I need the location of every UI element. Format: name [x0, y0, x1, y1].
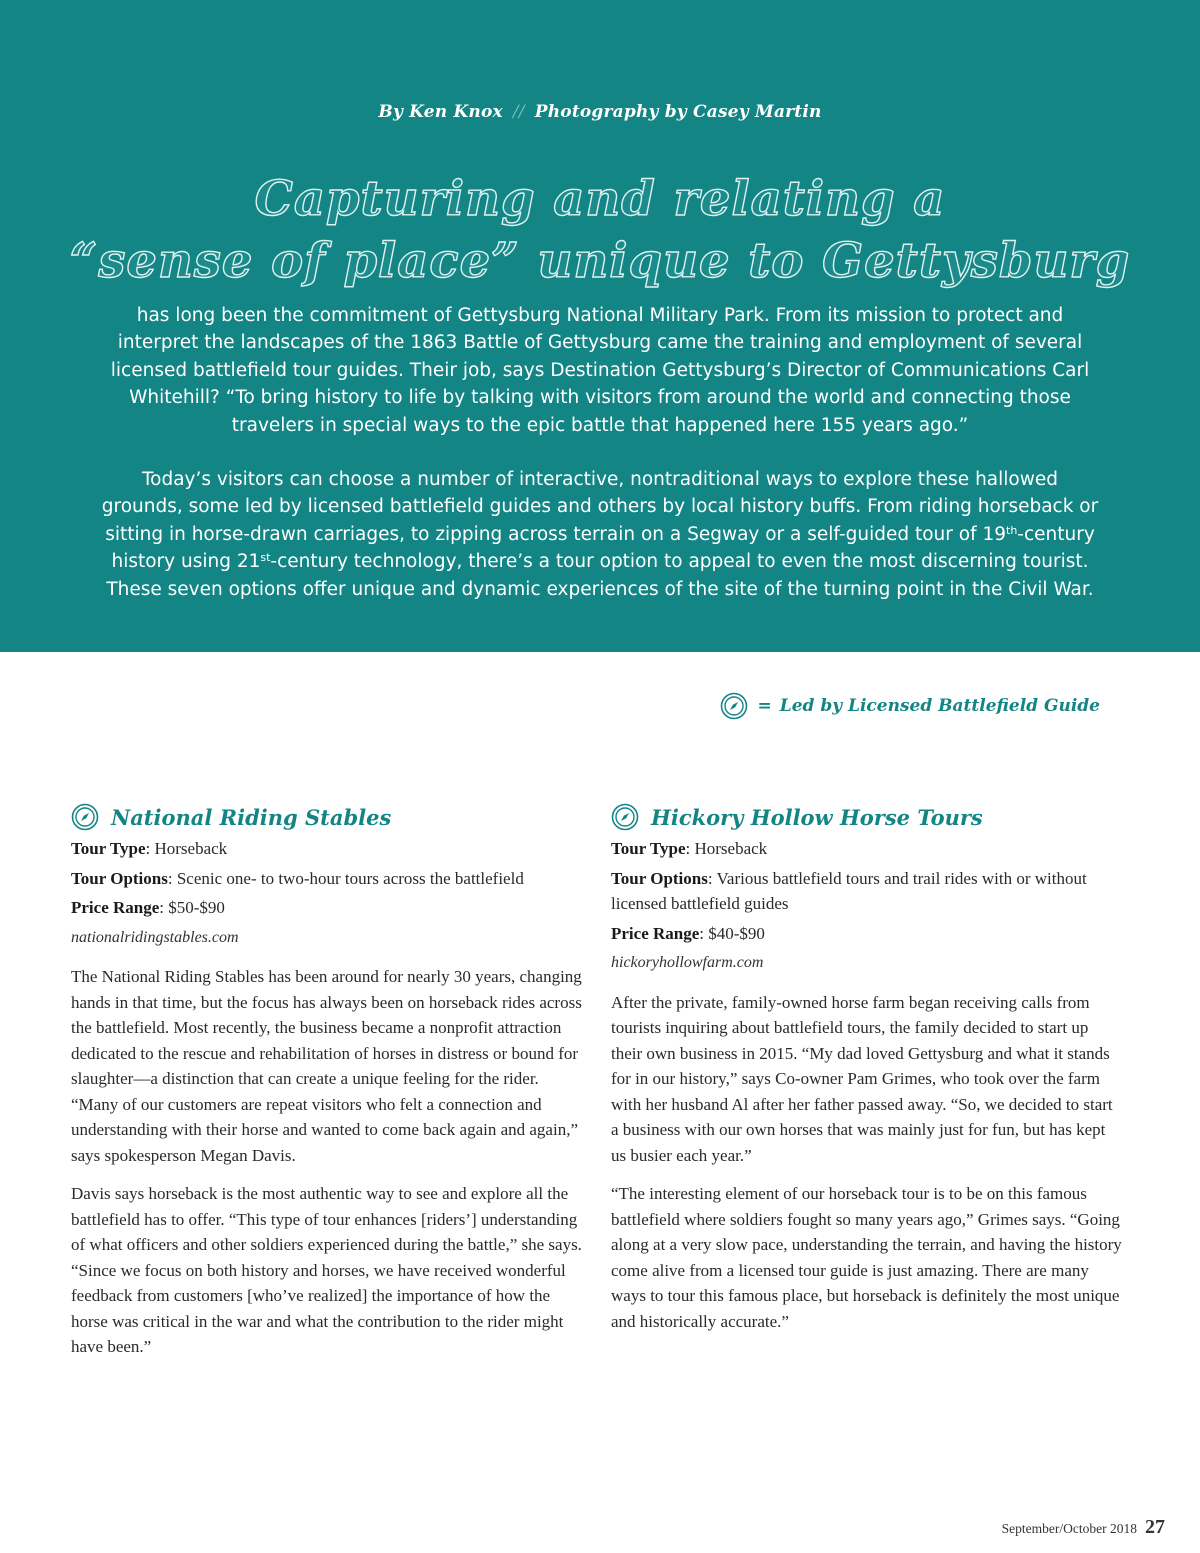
tour-options-value: : Various battlefield tours and trail rides with or without licensed battlefield guides — [611, 868, 1087, 913]
headline — [0, 168, 1200, 292]
price-range-label: Price Range — [611, 923, 700, 943]
price-range — [71, 895, 583, 921]
compass-icon — [611, 803, 639, 831]
price-range-value: : $40-$90 — [699, 923, 765, 943]
website-link[interactable]: nationalridingstables.com — [71, 928, 239, 946]
headline-line-2: “sense of place” unique to Gettysburg — [69, 233, 1131, 289]
tour-type-value: : Horseback — [685, 839, 768, 858]
body-paragraph-2: “The interesting element of our horseback tour is to be on this famous battlefield where soldiers fought so many years ago,” Grimes says. “Going along at a very slow pace, understanding the terrain, and having the history come alive from a licensed tour guide is just amazing. There are many ways to tour this famous place, but horseback is definitely the most unique and historically accurate.” — [611, 1184, 1122, 1331]
listing-facts — [71, 836, 583, 950]
body-paragraph-2: Davis says horseback is the most authentic way to see and explore all the battlefield has to offer. “This type of tour enhances [riders’] understanding of what officers and other soldiers experienced during the battle,” she says. “Since we focus on both history and horses, we have received wonderful feedback from customers [who’ve realized] the importance of how the horse was critical in the war and what the contribution to the rider might have been.” — [71, 1184, 582, 1356]
price-range — [611, 921, 1123, 947]
price-range-value: : $50-$90 — [159, 898, 225, 917]
listing-title: Hickory Hollow Horse Tours — [651, 804, 983, 830]
price-range-label: Price Range — [71, 898, 160, 917]
byline-photo: Photography by Casey Martin — [534, 102, 822, 122]
hero-banner — [0, 0, 1200, 652]
byline-separator: // — [512, 102, 525, 122]
intro-2-sup-th: th — [1006, 523, 1018, 537]
tour-type — [611, 836, 1123, 862]
intro-paragraph-2 — [100, 466, 1100, 603]
page-footer — [1002, 1516, 1165, 1539]
listing-header — [611, 800, 1123, 834]
tour-type-label: Tour Type — [71, 839, 146, 858]
body-paragraph-1: After the private, family-owned horse farm began receiving calls from tourists inquiring about battlefield tours, the family decided to start up their own business in 2015. “My dad loved Gettysburg and what it stands for in our history,” says Co-owner Pam Grimes, who took over the farm with her husband Al after her father passed away. “So, we decided to start a business with our own horses that was mainly just for fun, but has kept us busier each year.” — [611, 992, 1113, 1165]
compass-icon — [71, 803, 99, 831]
compass-icon — [720, 692, 748, 720]
intro-2-text-a: Today’s visitors can choose a number of interactive, nontraditional ways to explore these hallowed grounds, some led by licensed battlefield guides and others by local history buffs. From riding horseback or sitting in horse-drawn carriages, to zipping across terrain on a Segway or a self-guided tour of 19 — [101, 469, 1099, 545]
listing-header — [71, 800, 583, 834]
byline-author: By Ken Knox — [378, 102, 503, 122]
headline-line-1: Capturing and relating a — [254, 171, 946, 227]
intro-paragraph-1: has long been the commitment of Gettysburg National Military Park. From its mission to protect and interpret the landscapes of the 1863 Battle of Gettysburg came the training and employment of several licensed battlefield tour guides. Their job, says Destination Gettysburg’s Director of Communications Carl Whitehill? “To bring history to life by talking with visitors from around the world and connecting those travelers in special ways to the epic battle that happened here 155 years ago.” — [110, 305, 1090, 436]
page-number: 27 — [1145, 1516, 1165, 1538]
tour-type-label: Tour Type — [611, 839, 686, 858]
byline — [0, 102, 1200, 122]
listing-hickory-hollow-horse-tours — [611, 800, 1123, 1334]
tour-type — [71, 836, 583, 862]
legend-label: Led by Licensed Battlefield Guide — [779, 696, 1100, 716]
guide-legend — [720, 692, 1100, 720]
intro-2-text-c: -century technology, there’s a tour option to appeal to even the most discerning tourist. These seven options offer unique and dynamic experiences of the site of the turning point in the Civil War. — [106, 551, 1094, 600]
listing-title: National Riding Stables — [111, 804, 392, 830]
legend-equals: = — [757, 696, 772, 716]
listing-national-riding-stables — [71, 800, 583, 1360]
listing-facts — [611, 836, 1123, 976]
website-link[interactable]: hickoryhollowfarm.com — [611, 954, 764, 971]
tour-options-value: : Scenic one- to two-hour tours across the battlefield — [167, 868, 524, 888]
issue-date: September/October 2018 — [1001, 1521, 1137, 1536]
tour-options — [71, 866, 583, 892]
body-paragraph-1: The National Riding Stables has been around for nearly 30 years, changing hands in that time, but the focus has always been on horseback rides across the battlefield. Most recently, the business became a nonprofit attraction dedicated to the rescue and rehabilitation of horses in distress or bound for slaughter—a distinction that can create a unique feeling for the rider. “Many of our customers are repeat visitors who felt a connection and understanding with their horse and wanted to come back again and again,” says spokesperson Megan Davis. — [71, 967, 582, 1165]
tour-type-value: : Horseback — [145, 839, 228, 858]
tour-options — [611, 866, 1123, 917]
tour-options-label: Tour Options — [71, 868, 168, 888]
tour-options-label: Tour Options — [611, 868, 708, 888]
intro-2-sup-st: st — [260, 551, 271, 565]
intro-2-text-b: -century history using 21 — [111, 523, 1095, 573]
